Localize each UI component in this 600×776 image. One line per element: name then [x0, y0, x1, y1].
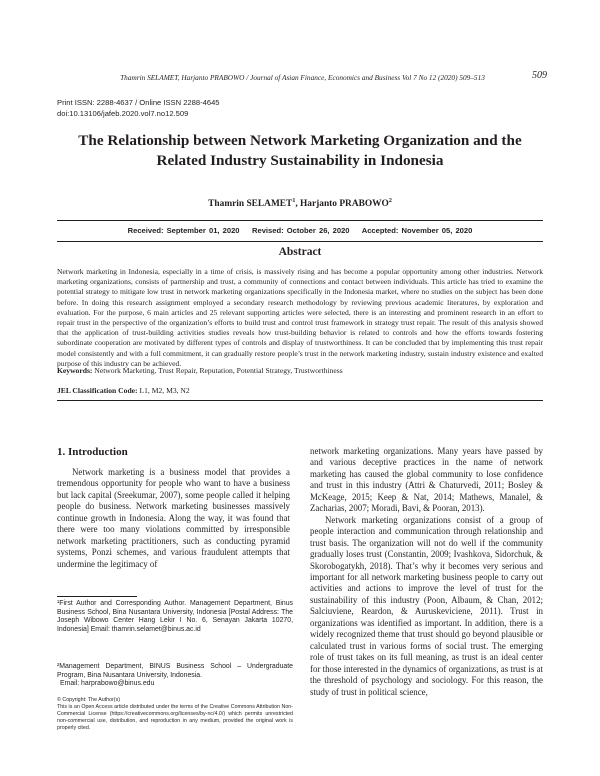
author-1: Thamrin SELAMET [208, 199, 293, 210]
issn-line: Print ISSN: 2288-4637 / Online ISSN 2288-4645 [57, 98, 220, 107]
section-heading-introduction: 1. Introduction [57, 446, 128, 458]
intro-paragraph-1-continued: network marketing organizations. Many years have passed by and various deceptive practices in the name of network marketing has caused the global community to lose confidence and trust in this industry (Attri & Chaturvedi, 2011; Bosley & McKeage, 2015; Keep & Nat, 2014; Mathews, Manalel, & Zacharias, 2007; Moradi, Bavi, & Pooran, 2013). [310, 446, 543, 514]
author-2-affiliation-mark: 2 [388, 198, 392, 204]
revised-date: Revised: October 26, 2020 [251, 226, 350, 235]
title-line-1: The Relationship between Network Marketing Organization and the [78, 132, 522, 149]
received-date: Received: September 01, 2020 [127, 226, 240, 235]
jel-codes [57, 386, 543, 395]
issn-block [57, 98, 220, 119]
dates-bar [57, 220, 543, 242]
copyright-notice [57, 697, 293, 732]
license-text: This is an Open Access article distributed under the terms of the Creative Commons Attribution Non-Commercial License (https://creativecommons.org/licenses/by-nc/4.0/) which permits unrestricted non-commercial use, distribution, and reproduction in any medium, provided the original work is properly cited. [57, 704, 293, 731]
accepted-date: Accepted: November 05, 2020 [361, 226, 473, 235]
footnote-2-affiliation: ²Management Department, BINUS Business School – Undergraduate Program, Bina Nusantara University, Indonesia. [57, 663, 293, 679]
footnote-2-email: Email: harprabowo@binus.edu [60, 680, 155, 688]
footnote-1: ¹First Author and Corresponding Author. Management Department, Binus Business School, Bina Nusantara University, Indonesia [Postal Address: The Joseph Wibowo Center Hang Lekir I No. 6, Senayan Jakarta 10270, Indonesia] Email: thamrin.selamet@binus.ac.id [57, 600, 293, 633]
intro-paragraph-2: Network marketing organizations consist of a group of people interaction and communication through relationship and trust basis. The organization will not do well if the community gradually loses trust (Constantin, 2009; Ivashkova, Sidorchuk, & Skorobogatykh, 2018). That’s why it becomes very serious and important for all network marketing business people to carry out activities and actions to improve the level of trust for the sustainability of this industry (Poon, Albaum, & Chan, 2012; Salciuviene, Reardon, & Auruskeviciene, 2011). Trust in organizations was identified as important. In addition, there is a widely recognized theme that trust should go beyond plausible or calculated trust in various forms of social trust. The emerging role of trust takes on its full meaning, as trust is an ideal center for those interested in the dynamics of organizations, as trust is at the threshold of psychology and sociology. For this reason, the study of trust in political science, [310, 514, 543, 697]
title-line-2: Related Industry Sustainability in Indonesia [156, 152, 444, 169]
doi-line: doi:10.13106/jafeb.2020.vol7.no12.509 [57, 108, 189, 118]
left-column [57, 467, 290, 570]
abstract-heading: Abstract [278, 246, 322, 258]
keywords-text: Network Marketing, Trust Repair, Reputation, Potential Strategy, Trustworthiness [92, 366, 343, 375]
author-1-affiliation-mark: 1 [292, 198, 296, 204]
abstract-rule [57, 400, 543, 401]
copyright-line: © Copyright: The Author(s) [57, 697, 120, 703]
footnote-2 [57, 663, 293, 689]
author-separator: , [295, 199, 300, 210]
jel-text: L1, M2, M3, N2 [137, 386, 190, 395]
author-2: Harjanto PRABOWO [300, 199, 389, 210]
jel-label: JEL Classification Code: [57, 386, 138, 395]
author-line [60, 198, 540, 209]
keywords-label: Keywords: [57, 366, 93, 375]
right-column [310, 446, 543, 698]
running-head: Thamrin SELAMET, Harjanto PRABOWO / Journal of Asian Finance, Economics and Business Vol 7 No 12 (2020) 509–513 [120, 73, 485, 82]
paper-title [60, 131, 540, 171]
footnote-rule [57, 596, 137, 597]
intro-paragraph-1: Network marketing is a business model that provides a tremendous opportunity for people who want to have a business but lack capital (Sreekumar, 2007), some people called it helping people do business. Network marketing businesses massively continue growth in Indonesia. Along the way, it was found that there were too many violations committed by irresponsible network marketing practitioners, such as conducting pyramid systems, Ponzi schemes, and various fraudulent attempts that undermine the legitimacy of [57, 467, 290, 569]
keywords [57, 366, 543, 375]
page-number: 509 [532, 70, 547, 81]
abstract-text: Network marketing in Indonesia, especially in a time of crisis, is massively rising and has become a popular opportunity among other industries. Network marketing organizations, consists of partnership and trust, a community of connections and contact between individuals. This article has tried to examine the potential strategy to mitigate low trust in network marketing organizations specifically in the Indonesia market, where no studies on the subject has been done before. In doing this research assignment employed a secondary research methodology by reviewing previous academic literatures, by exploration and evaluation. For the purpose, 6 main articles and 25 relevant supporting articles were selected, there is an interesting and prominent research in an effort to repair trust in the perspective of the organization’s efforts to build trust and control trust framework in strategy trust repair. The result of this analysis showed that the application of trust-building activities studies reveals how trust-building behavior is related to controls and how the efforts towards fostering subordinate cooperation are motivated by different types of controls and display of trustworthiness. It can be concluded that by implementing this trust repair model consistently and with a full commitment, it can gradually restore people’s trust in the network marketing industry, sustain industry existence and exalted purpose of this industry can be achieved. [57, 267, 543, 368]
